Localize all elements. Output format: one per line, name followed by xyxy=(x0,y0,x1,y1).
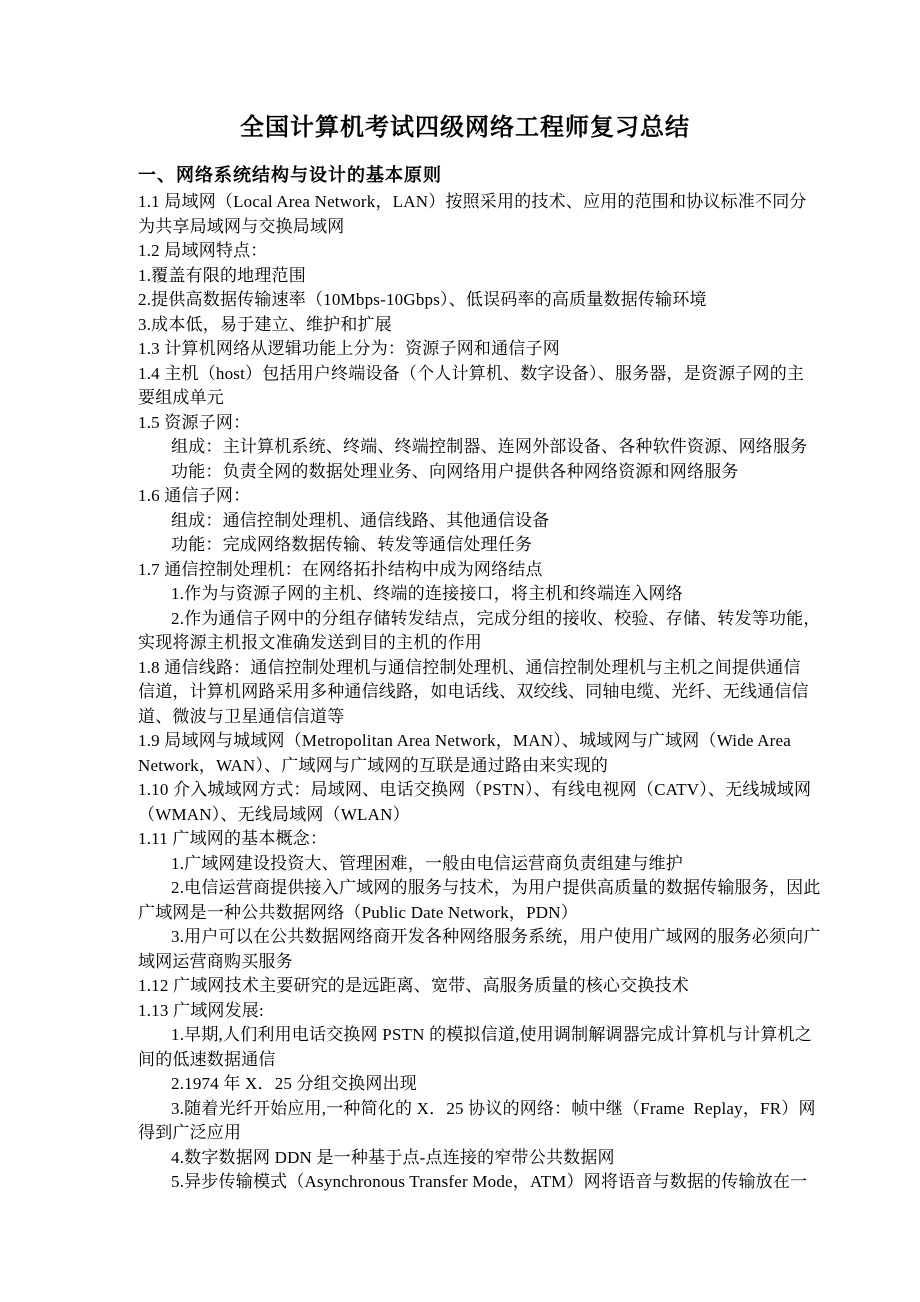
text-line: 组成：主计算机系统、终端、终端控制器、连网外部设备、各种软件资源、网络服务 xyxy=(171,437,808,456)
text-line: 信道，计算机网路采用多种通信线路，如电话线、双绞线、同轴电缆、光纤、无线通信信 xyxy=(138,682,809,701)
document-title: 全国计算机考试四级网络工程师复习总结 xyxy=(240,115,690,141)
text-line: 2.电信运营商提供接入广域网的服务与技术，为用户提供高质量的数据传输服务，因此 xyxy=(171,878,821,897)
text-line: 要组成单元 xyxy=(138,388,224,407)
text-line: 组成：通信控制处理机、通信线路、其他通信设备 xyxy=(171,510,550,530)
text-line: （WMAN）、无线局域网（WLAN） xyxy=(138,804,410,824)
text-line: 道、微波与卫星通信信道等 xyxy=(138,706,345,726)
text-line: 3.用户可以在公共数据网络商开发各种网络服务系统，用户使用广域网的服务必须向广 xyxy=(171,927,821,946)
text-line: 1.7 通信控制处理机：在网络拓扑结构中成为网络结点 xyxy=(138,559,543,579)
text-line: 功能：完成网络数据传输、转发等通信处理任务 xyxy=(171,535,533,554)
text-line: 1.广域网建设投资大、管理困难，一般由电信运营商负责组建与维护 xyxy=(171,853,683,873)
text-line: 2.作为通信子网中的分组存储转发结点，完成分组的接收、校验、存储、转发等功能， xyxy=(171,608,821,628)
text-line: 1.覆盖有限的地理范围 xyxy=(138,265,306,285)
text-line: 1.12 广域网技术主要研究的是远距离、宽带、高服务质量的核心交换技术 xyxy=(138,976,689,995)
text-line: 5.异步传输模式（Asynchronous Transfer Mode，ATM）网将语音与数据的传输放在一 xyxy=(171,1172,808,1191)
text-line: 3.成本低，易于建立、维护和扩展 xyxy=(138,314,392,334)
text-line: 1.早期,人们利用电话交换网 PSTN 的模拟信道,使用调制解调器完成计算机与计算机之 xyxy=(171,1025,812,1044)
text-line: 1.6 通信子网： xyxy=(138,486,251,505)
text-line: 2.1974 年 X．25 分组交换网出现 xyxy=(171,1074,417,1093)
text-line: 1.10 介入城域网方式：局域网、电话交换网（PSTN）、有线电视网（CATV）、无线城域网 xyxy=(138,780,812,799)
text-line: 1.3 计算机网络从逻辑功能上分为：资源子网和通信子网 xyxy=(138,339,560,358)
text-line: 4.数字数据网 DDN 是一种基于点-点连接的窄带公共数据网 xyxy=(171,1147,615,1167)
text-line: 1.13 广域网发展: xyxy=(138,1000,264,1020)
text-line: 1.2 局域网特点： xyxy=(138,241,268,260)
text-line: 实现将源主机报文准确发送到目的主机的作用 xyxy=(138,633,482,652)
text-line: 1.9 局域网与城域网（Metropolitan Area Network，MAN）、城域网与广域网（Wide Area xyxy=(138,731,791,750)
text-line: 1.1 局域网（Local Area Network，LAN）按照采用的技术、应用的范围和协议标准不同分 xyxy=(138,192,807,211)
text-line: 3.随着光纤开始应用,一种简化的 X．25 协议的网络：帧中继（Frame Replay，FR）网 xyxy=(171,1098,816,1118)
text-line: 1.作为与资源子网的主机、终端的连接接口，将主机和终端连入网络 xyxy=(171,584,683,603)
text-line: 间的低速数据通信 xyxy=(138,1049,276,1069)
text-line: 2.提供高数据传输速率（10Mbps-10Gbps）、低误码率的高质量数据传输环境 xyxy=(138,290,707,309)
text-line: 为共享局域网与交换局域网 xyxy=(138,216,345,236)
text-line: 1.5 资源子网： xyxy=(138,412,251,432)
text-line: Network，WAN）、广域网与广域网的互联是通过路由来实现的 xyxy=(138,755,609,775)
text-line: 广域网是一种公共数据网络（Public Date Network，PDN） xyxy=(138,902,578,922)
text-line: 得到广泛应用 xyxy=(138,1123,242,1142)
text-line: 域网运营商购买服务 xyxy=(138,951,293,971)
section-heading: 一、网络系统结构与设计的基本原则 xyxy=(138,165,442,185)
text-line: 1.8 通信线路：通信控制处理机与通信控制处理机、通信控制处理机与主机之间提供通信 xyxy=(138,657,801,677)
text-line: 1.4 主机（host）包括用户终端设备（个人计算机、数字设备）、服务器，是资源子网的主 xyxy=(138,363,805,383)
text-line: 功能：负责全网的数据处理业务、向网络用户提供各种网络资源和网络服务 xyxy=(171,461,739,481)
text-line: 1.11 广域网的基本概念： xyxy=(138,829,328,848)
document-body xyxy=(138,190,821,1195)
